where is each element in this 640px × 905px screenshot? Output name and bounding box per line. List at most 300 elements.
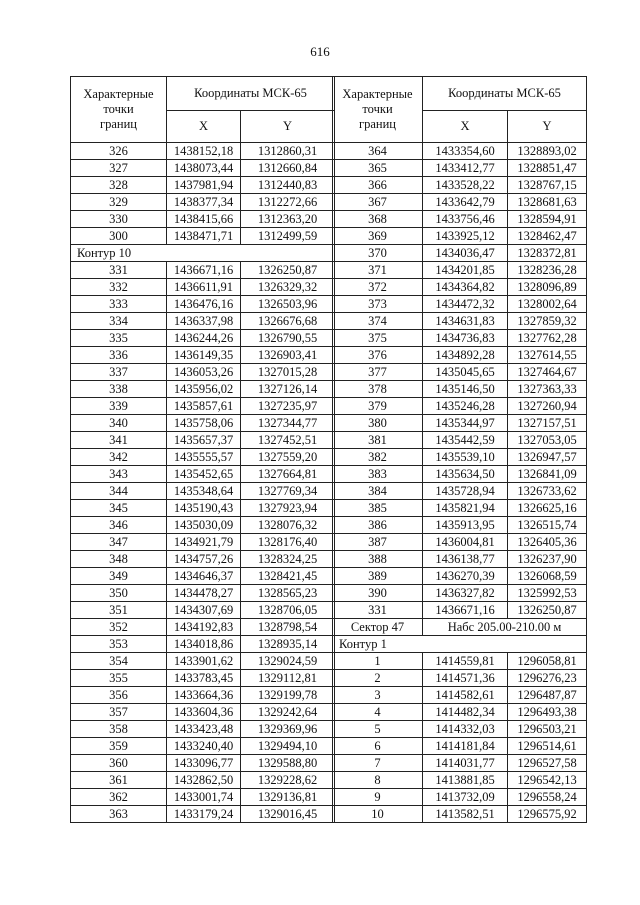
coord-y: 1326841,09 — [508, 466, 587, 483]
point-number: 347 — [71, 534, 167, 551]
table-row — [333, 772, 587, 789]
table-row — [71, 687, 335, 704]
point-number: 339 — [71, 398, 167, 415]
table-row — [333, 466, 587, 483]
point-number: 336 — [71, 347, 167, 364]
coord-y: 1296542,13 — [508, 772, 587, 789]
coord-y: 1312363,20 — [241, 211, 335, 228]
coord-y: 1329242,64 — [241, 704, 335, 721]
table-body-right — [333, 143, 587, 823]
coord-x: 1434364,82 — [423, 279, 508, 296]
coord-x: 1413881,85 — [423, 772, 508, 789]
coord-y: 1328176,40 — [241, 534, 335, 551]
table-row — [333, 347, 587, 364]
table-row — [333, 534, 587, 551]
coord-y: 1328681,63 — [508, 194, 587, 211]
table-row — [333, 602, 587, 619]
table-row — [333, 806, 587, 823]
table-row — [333, 738, 587, 755]
coord-x: 1435728,94 — [423, 483, 508, 500]
coord-x: 1433240,40 — [167, 738, 241, 755]
table-row — [71, 721, 335, 738]
contour-label: Контур 10 — [71, 245, 335, 262]
point-number: 386 — [333, 517, 423, 534]
point-number: 332 — [71, 279, 167, 296]
table-row — [333, 551, 587, 568]
coord-x: 1438073,44 — [167, 160, 241, 177]
table-row — [333, 568, 587, 585]
coord-x: 1435821,94 — [423, 500, 508, 517]
point-number: 353 — [71, 636, 167, 653]
point-number: 369 — [333, 228, 423, 245]
table-row — [333, 330, 587, 347]
table-row — [333, 398, 587, 415]
coord-x: 1433001,74 — [167, 789, 241, 806]
coord-x: 1435045,65 — [423, 364, 508, 381]
coord-y: 1312660,84 — [241, 160, 335, 177]
coord-y: 1326947,57 — [508, 449, 587, 466]
header-point-line3: границ — [359, 117, 396, 131]
header-y: Y — [241, 111, 335, 143]
coord-x: 1434631,83 — [423, 313, 508, 330]
coord-y: 1327664,81 — [241, 466, 335, 483]
coord-y: 1328935,14 — [241, 636, 335, 653]
coord-x: 1414031,77 — [423, 755, 508, 772]
table-row — [333, 381, 587, 398]
point-number: 385 — [333, 500, 423, 517]
coord-x: 1433642,79 — [423, 194, 508, 211]
coord-x: 1434472,32 — [423, 296, 508, 313]
header-point-line1: Характерные — [83, 87, 154, 101]
point-number: 361 — [71, 772, 167, 789]
header-point-line2: точки — [103, 102, 134, 116]
point-number: 355 — [71, 670, 167, 687]
header-x: X — [423, 111, 508, 143]
table-row — [333, 585, 587, 602]
table-row — [333, 228, 587, 245]
header-point-line3: границ — [100, 117, 137, 131]
coord-y: 1327235,97 — [241, 398, 335, 415]
point-number: 365 — [333, 160, 423, 177]
point-number: 6 — [333, 738, 423, 755]
point-number: 331 — [333, 602, 423, 619]
table-row — [333, 449, 587, 466]
table-row — [71, 211, 335, 228]
point-number: 330 — [71, 211, 167, 228]
point-number: 340 — [71, 415, 167, 432]
coord-y: 1328096,89 — [508, 279, 587, 296]
coord-y: 1328706,05 — [241, 602, 335, 619]
point-number: 349 — [71, 568, 167, 585]
table-row — [71, 347, 335, 364]
coord-y: 1327157,51 — [508, 415, 587, 432]
coord-x: 1438377,34 — [167, 194, 241, 211]
table-row — [71, 772, 335, 789]
table-row — [333, 517, 587, 534]
coord-y: 1327464,67 — [508, 364, 587, 381]
point-number: 10 — [333, 806, 423, 823]
coord-x: 1436327,82 — [423, 585, 508, 602]
coord-x: 1433664,36 — [167, 687, 241, 704]
coord-y: 1328893,02 — [508, 143, 587, 160]
coord-x: 1433354,60 — [423, 143, 508, 160]
coord-y: 1328798,54 — [241, 619, 335, 636]
coord-y: 1329588,80 — [241, 755, 335, 772]
point-number: 334 — [71, 313, 167, 330]
point-number: 359 — [71, 738, 167, 755]
coord-y: 1327015,28 — [241, 364, 335, 381]
point-number: 346 — [71, 517, 167, 534]
coord-y: 1327260,94 — [508, 398, 587, 415]
coord-x: 1413582,51 — [423, 806, 508, 823]
coord-y: 1326625,16 — [508, 500, 587, 517]
coord-x: 1433901,62 — [167, 653, 241, 670]
table-row — [333, 755, 587, 772]
table-row — [71, 789, 335, 806]
coord-x: 1434921,79 — [167, 534, 241, 551]
table-row — [333, 313, 587, 330]
sector-label: Сектор 47 — [333, 619, 423, 636]
coord-y: 1329016,45 — [241, 806, 335, 823]
point-number: 366 — [333, 177, 423, 194]
coord-x: 1433528,22 — [423, 177, 508, 194]
coord-y: 1329369,96 — [241, 721, 335, 738]
table-row — [71, 160, 335, 177]
coord-y: 1328767,15 — [508, 177, 587, 194]
coord-y: 1312499,59 — [241, 228, 335, 245]
table-row — [71, 551, 335, 568]
contour-row — [71, 245, 335, 262]
table-row — [333, 160, 587, 177]
table-row — [71, 398, 335, 415]
table-row — [71, 228, 335, 245]
header-point-line1: Характерные — [342, 87, 413, 101]
coord-x: 1435146,50 — [423, 381, 508, 398]
coord-x: 1434646,37 — [167, 568, 241, 585]
table-row — [333, 653, 587, 670]
point-number: 329 — [71, 194, 167, 211]
header-coordinates: Координаты МСК-65 — [167, 77, 335, 111]
coord-y: 1327452,51 — [241, 432, 335, 449]
point-number: 358 — [71, 721, 167, 738]
coord-x: 1436671,16 — [423, 602, 508, 619]
header-point-line2: точки — [362, 102, 393, 116]
coord-y: 1327614,55 — [508, 347, 587, 364]
coord-x: 1433179,24 — [167, 806, 241, 823]
point-number: 388 — [333, 551, 423, 568]
point-number: 348 — [71, 551, 167, 568]
coord-y: 1312860,31 — [241, 143, 335, 160]
coord-y: 1296276,23 — [508, 670, 587, 687]
coord-x: 1435913,95 — [423, 517, 508, 534]
point-number: 376 — [333, 347, 423, 364]
coord-y: 1326068,59 — [508, 568, 587, 585]
point-number: 367 — [333, 194, 423, 211]
coord-y: 1328236,28 — [508, 262, 587, 279]
point-number: 382 — [333, 449, 423, 466]
coord-x: 1435348,64 — [167, 483, 241, 500]
coord-y: 1326503,96 — [241, 296, 335, 313]
coord-y: 1312272,66 — [241, 194, 335, 211]
point-number: 331 — [71, 262, 167, 279]
coord-x: 1435344,97 — [423, 415, 508, 432]
coord-y: 1327344,77 — [241, 415, 335, 432]
coord-x: 1435634,50 — [423, 466, 508, 483]
coord-y: 1328594,91 — [508, 211, 587, 228]
coord-y: 1326250,87 — [508, 602, 587, 619]
coord-x: 1433756,46 — [423, 211, 508, 228]
coord-x: 1433925,12 — [423, 228, 508, 245]
coord-x: 1434736,83 — [423, 330, 508, 347]
coord-x: 1435246,28 — [423, 398, 508, 415]
point-number: 363 — [71, 806, 167, 823]
coord-y: 1296493,38 — [508, 704, 587, 721]
coord-x: 1434201,85 — [423, 262, 508, 279]
coord-y: 1326790,55 — [241, 330, 335, 347]
point-number: 328 — [71, 177, 167, 194]
point-number: 377 — [333, 364, 423, 381]
table-row — [71, 602, 335, 619]
table-row — [71, 194, 335, 211]
coord-y: 1328324,25 — [241, 551, 335, 568]
coord-x: 1435190,43 — [167, 500, 241, 517]
point-number: 338 — [71, 381, 167, 398]
coordinates-table-left — [70, 76, 335, 823]
coord-x: 1414571,36 — [423, 670, 508, 687]
table-row — [71, 432, 335, 449]
header-y: Y — [508, 111, 587, 143]
table-row — [333, 721, 587, 738]
coord-y: 1327769,34 — [241, 483, 335, 500]
coord-x: 1436671,16 — [167, 262, 241, 279]
coord-y: 1325992,53 — [508, 585, 587, 602]
sector-elevation: Набс 205.00-210.00 м — [423, 619, 587, 636]
contour-row — [333, 636, 587, 653]
point-number: 4 — [333, 704, 423, 721]
coord-y: 1328002,64 — [508, 296, 587, 313]
table-row — [333, 483, 587, 500]
point-number: 337 — [71, 364, 167, 381]
table-row — [71, 619, 335, 636]
table-row — [333, 211, 587, 228]
point-number: 344 — [71, 483, 167, 500]
table-row — [71, 670, 335, 687]
coordinates-table-right — [332, 76, 587, 823]
coord-x: 1414332,03 — [423, 721, 508, 738]
point-number: 360 — [71, 755, 167, 772]
coord-y: 1296527,58 — [508, 755, 587, 772]
coord-y: 1312440,83 — [241, 177, 335, 194]
table-row — [71, 653, 335, 670]
header-characteristic-points — [333, 77, 423, 143]
coord-y: 1327923,94 — [241, 500, 335, 517]
coord-y: 1327859,32 — [508, 313, 587, 330]
point-number: 3 — [333, 687, 423, 704]
coord-x: 1433423,48 — [167, 721, 241, 738]
table-row — [71, 500, 335, 517]
coord-y: 1328076,32 — [241, 517, 335, 534]
coord-x: 1434307,69 — [167, 602, 241, 619]
coord-x: 1414559,81 — [423, 653, 508, 670]
point-number: 375 — [333, 330, 423, 347]
table-row — [71, 177, 335, 194]
coord-x: 1434892,28 — [423, 347, 508, 364]
point-number: 343 — [71, 466, 167, 483]
table-row — [333, 262, 587, 279]
coord-y: 1327053,05 — [508, 432, 587, 449]
header-characteristic-points — [71, 77, 167, 143]
coord-x: 1436476,16 — [167, 296, 241, 313]
point-number: 354 — [71, 653, 167, 670]
coord-y: 1326733,62 — [508, 483, 587, 500]
table-row — [333, 789, 587, 806]
point-number: 384 — [333, 483, 423, 500]
table-row — [333, 279, 587, 296]
table-row — [333, 143, 587, 160]
coord-x: 1413732,09 — [423, 789, 508, 806]
point-number: 9 — [333, 789, 423, 806]
table-row — [333, 245, 587, 262]
point-number: 390 — [333, 585, 423, 602]
coord-x: 1438471,71 — [167, 228, 241, 245]
coord-x: 1435758,06 — [167, 415, 241, 432]
coord-y: 1296487,87 — [508, 687, 587, 704]
point-number: 364 — [333, 143, 423, 160]
coord-x: 1436004,81 — [423, 534, 508, 551]
point-number: 342 — [71, 449, 167, 466]
coord-x: 1434018,86 — [167, 636, 241, 653]
coord-x: 1435857,61 — [167, 398, 241, 415]
table-row — [71, 381, 335, 398]
table-row — [71, 585, 335, 602]
coord-y: 1326405,36 — [508, 534, 587, 551]
table-row — [71, 279, 335, 296]
table-row — [333, 704, 587, 721]
coord-y: 1296575,92 — [508, 806, 587, 823]
coord-x: 1434757,26 — [167, 551, 241, 568]
table-row — [333, 500, 587, 517]
table-row — [333, 364, 587, 381]
coord-x: 1434478,27 — [167, 585, 241, 602]
coord-x: 1438415,66 — [167, 211, 241, 228]
coord-x: 1436138,77 — [423, 551, 508, 568]
table-body-left — [71, 143, 335, 823]
point-number: 356 — [71, 687, 167, 704]
coord-y: 1328565,23 — [241, 585, 335, 602]
coord-y: 1296514,61 — [508, 738, 587, 755]
point-number: 383 — [333, 466, 423, 483]
coord-y: 1329112,81 — [241, 670, 335, 687]
table-row — [71, 738, 335, 755]
point-number: 8 — [333, 772, 423, 789]
coord-x: 1435555,57 — [167, 449, 241, 466]
point-number: 350 — [71, 585, 167, 602]
table-row — [333, 415, 587, 432]
point-number: 351 — [71, 602, 167, 619]
coord-y: 1326903,41 — [241, 347, 335, 364]
coord-y: 1328372,81 — [508, 245, 587, 262]
table-row — [71, 755, 335, 772]
point-number: 352 — [71, 619, 167, 636]
point-number: 357 — [71, 704, 167, 721]
table-row — [71, 568, 335, 585]
point-number: 381 — [333, 432, 423, 449]
coord-x: 1433096,77 — [167, 755, 241, 772]
table-row — [333, 670, 587, 687]
point-number: 374 — [333, 313, 423, 330]
coord-y: 1329199,78 — [241, 687, 335, 704]
coord-y: 1326237,90 — [508, 551, 587, 568]
coord-y: 1328462,47 — [508, 228, 587, 245]
coord-y: 1327762,28 — [508, 330, 587, 347]
point-number: 379 — [333, 398, 423, 415]
coord-x: 1436611,91 — [167, 279, 241, 296]
table-row — [333, 432, 587, 449]
coord-x: 1436337,98 — [167, 313, 241, 330]
table-row — [71, 704, 335, 721]
point-number: 5 — [333, 721, 423, 738]
coord-x: 1435956,02 — [167, 381, 241, 398]
point-number: 387 — [333, 534, 423, 551]
coord-x: 1414181,84 — [423, 738, 508, 755]
page-number: 616 — [310, 44, 330, 59]
coord-y: 1329228,62 — [241, 772, 335, 789]
table-row — [333, 194, 587, 211]
sector-row — [333, 619, 587, 636]
table-row — [71, 534, 335, 551]
point-number: 345 — [71, 500, 167, 517]
table-row — [71, 296, 335, 313]
coord-y: 1296058,81 — [508, 653, 587, 670]
table-row — [333, 296, 587, 313]
coord-x: 1433604,36 — [167, 704, 241, 721]
point-number: 7 — [333, 755, 423, 772]
point-number: 326 — [71, 143, 167, 160]
coord-y: 1327363,33 — [508, 381, 587, 398]
coord-x: 1433412,77 — [423, 160, 508, 177]
point-number: 372 — [333, 279, 423, 296]
coord-x: 1437981,94 — [167, 177, 241, 194]
table-row — [333, 687, 587, 704]
table-row — [71, 636, 335, 653]
coord-x: 1435657,37 — [167, 432, 241, 449]
table-row — [71, 330, 335, 347]
table-row — [71, 262, 335, 279]
coord-y: 1329136,81 — [241, 789, 335, 806]
coord-y: 1327559,20 — [241, 449, 335, 466]
coord-x: 1435442,59 — [423, 432, 508, 449]
point-number: 380 — [333, 415, 423, 432]
point-number: 389 — [333, 568, 423, 585]
table-row — [71, 517, 335, 534]
coord-y: 1328851,47 — [508, 160, 587, 177]
coord-x: 1438152,18 — [167, 143, 241, 160]
coord-x: 1435539,10 — [423, 449, 508, 466]
point-number: 373 — [333, 296, 423, 313]
point-number: 300 — [71, 228, 167, 245]
coord-y: 1329494,10 — [241, 738, 335, 755]
coord-y: 1328421,45 — [241, 568, 335, 585]
coord-x: 1436053,26 — [167, 364, 241, 381]
coord-x: 1436149,35 — [167, 347, 241, 364]
header-coordinates: Координаты МСК-65 — [423, 77, 587, 111]
coord-y: 1329024,59 — [241, 653, 335, 670]
table-row — [71, 466, 335, 483]
coord-x: 1414582,61 — [423, 687, 508, 704]
coord-x: 1435452,65 — [167, 466, 241, 483]
coord-x: 1434036,47 — [423, 245, 508, 262]
header-x: X — [167, 111, 241, 143]
